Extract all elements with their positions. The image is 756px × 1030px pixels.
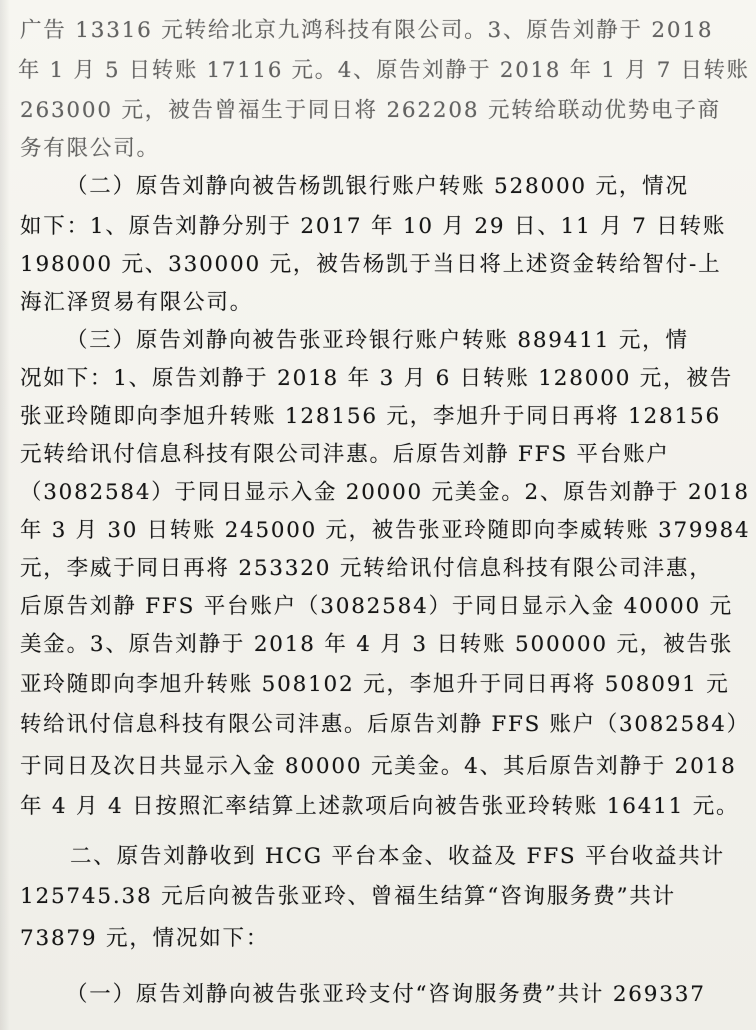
text-line-13: （3082584）于同日显示入金 20000 元美金。2、原告刘静于 2018 xyxy=(20,480,750,505)
text-line-24: 73879 元，情况如下： xyxy=(20,926,270,951)
text-line-12: 元转给讯付信息科技有限公司沣惠。后原告刘静 FFS 平台账户 xyxy=(20,442,670,467)
text-line-25: （一）原告刘静向被告张亚玲支付“咨询服务费”共计 269337 xyxy=(66,982,706,1007)
text-line-23: 125745.38 元后向被告张亚玲、曾福生结算“咨询服务费”共计 xyxy=(20,884,676,909)
text-line-19: 转给讯付信息科技有限公司沣惠。后原告刘静 FFS 账户（3082584） xyxy=(20,712,750,737)
text-line-21: 年 4 月 4 日按照汇率结算上述款项后向被告张亚玲转账 16411 元。 xyxy=(20,794,740,819)
text-line-17: 美金。3、原告刘静于 2018 年 4 月 3 日转账 500000 元，被告张 xyxy=(20,632,734,657)
text-line-10: 况如下：1、原告刘静于 2018 年 3 月 6 日转账 128000 元，被告 xyxy=(20,366,734,391)
text-line-9: （三）原告刘静向被告张亚玲银行账户转账 889411 元，情 xyxy=(66,328,689,353)
text-line-18: 亚玲随即向李旭升转账 508102 元，李旭升于同日再将 508091 元 xyxy=(20,672,730,697)
text-line-5: （二）原告刘静向被告杨凯银行账户转账 528000 元，情况 xyxy=(66,174,689,199)
text-line-15: 元，李威于同日再将 253320 元转给讯付信息科技有限公司沣惠， xyxy=(20,556,713,581)
text-line-16: 后原告刘静 FFS 平台账户（3082584）于同日显示入金 40000 元 xyxy=(20,594,733,619)
text-line-20: 于同日及次日共显示入金 80000 元美金。4、其后原告刘静于 2018 xyxy=(20,754,737,779)
text-line-1: 广告 13316 元转给北京九鸿科技有限公司。3、原告刘静于 2018 xyxy=(20,18,714,43)
text-line-2: 年 1 月 5 日转账 17116 元。4、原告刘静于 2018 年 1 月 7 日转账 xyxy=(18,58,750,83)
text-line-3: 263000 元，被告曾福生于同日将 262208 元转给联动优势电子商 xyxy=(20,98,721,123)
text-line-8: 海汇泽贸易有限公司。 xyxy=(20,290,254,315)
scan-shadow-left xyxy=(0,0,10,1030)
text-line-11: 张亚玲随即向李旭升转账 128156 元，李旭升于同日再将 128156 xyxy=(20,404,721,429)
text-line-22: 二、原告刘静收到 HCG 平台本金、收益及 FFS 平台收益共计 xyxy=(70,844,725,869)
text-line-14: 年 3 月 30 日转账 245000 元，被告张亚玲随即向李威转账 379984 xyxy=(20,518,751,543)
text-line-6: 如下：1、原告刘静分别于 2017 年 10 月 29 日、11 月 7 日转账 xyxy=(20,214,727,239)
text-line-7: 198000 元、330000 元，被告杨凯于当日将上述资金转给智付-上 xyxy=(20,252,722,277)
text-line-4: 务有限公司。 xyxy=(20,136,160,161)
